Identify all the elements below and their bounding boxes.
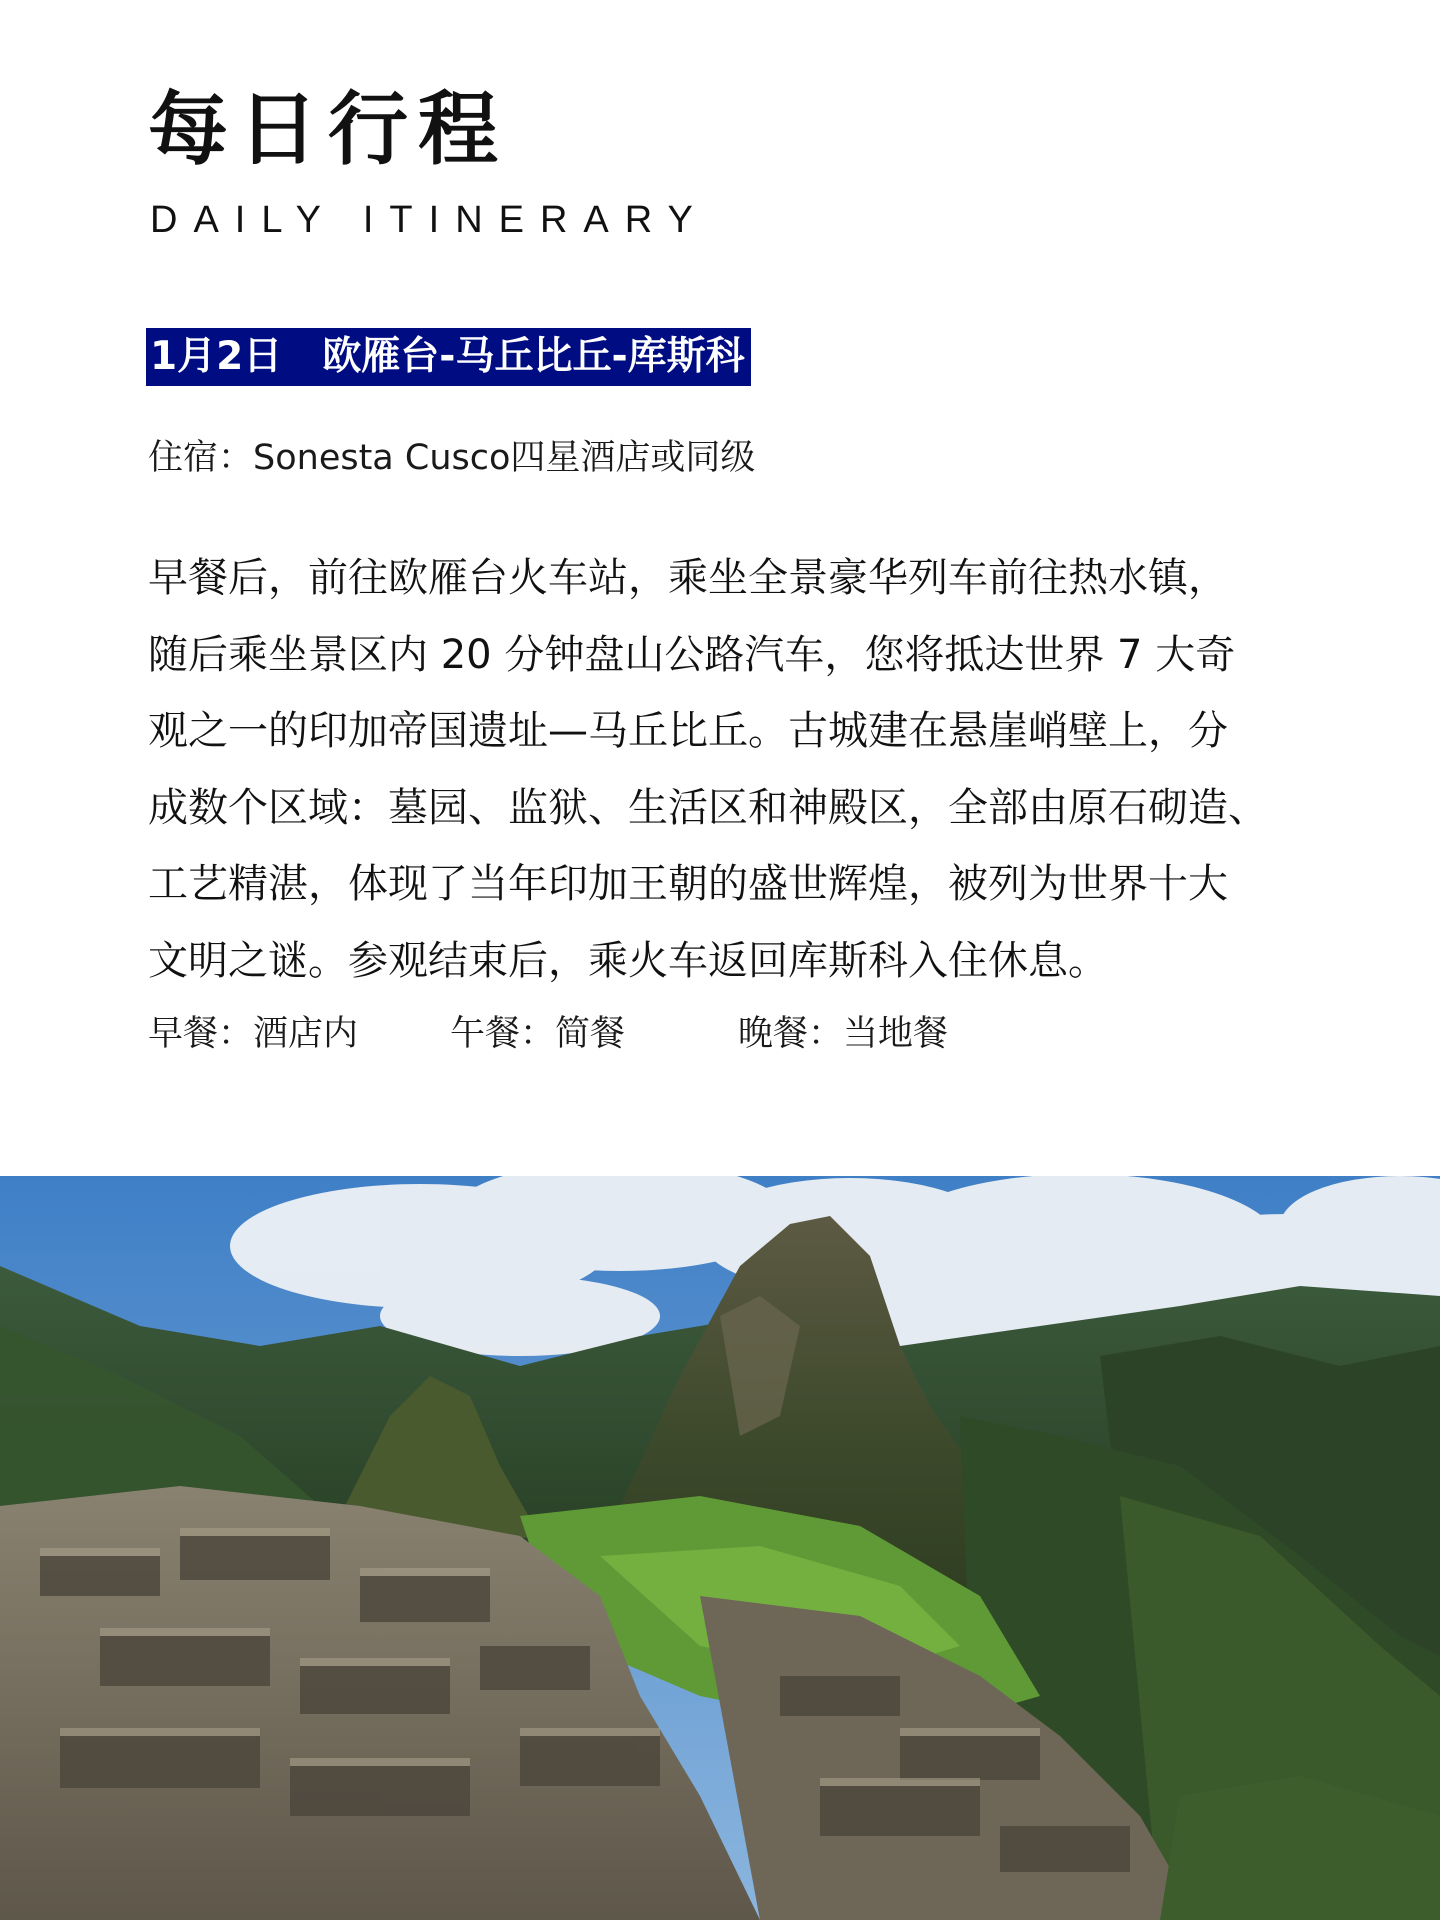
- lodging-info: 住宿：Sonesta Cusco四星酒店或同级: [148, 438, 756, 478]
- itinerary-description: [148, 540, 1338, 999]
- meal-breakfast: 早餐：酒店内: [148, 1014, 359, 1054]
- day-route: 欧雁台-马丘比丘-库斯科: [322, 334, 745, 379]
- description-line: 成数个区域：墓园、监狱、生活区和神殿区，全部由原石砌造、: [148, 784, 1268, 831]
- page-title: 每日行程: [148, 83, 508, 176]
- description-line: 观之一的印加帝国遗址—马丘比丘。古城建在悬崖峭壁上，分: [148, 708, 1228, 754]
- machu-picchu-photo: [0, 1176, 1440, 1920]
- landscape-illustration: [0, 1176, 1440, 1920]
- meal-lunch: 午餐：简餐: [450, 1014, 626, 1054]
- description-line: 工艺精湛，体现了当年印加王朝的盛世辉煌，被列为世界十大: [148, 861, 1228, 907]
- description-line: 文明之谜。参观结束后，乘火车返回库斯科入住休息。: [148, 937, 1108, 984]
- day-date: 1月2日: [150, 334, 283, 379]
- description-line: 早餐后，前往欧雁台火车站，乘坐全景豪华列车前往热水镇，: [148, 555, 1228, 601]
- description-line: 随后乘坐景区内 20 分钟盘山公路汽车，您将抵达世界 7 大奇: [148, 631, 1236, 678]
- page-subtitle: DAILY ITINERARY: [150, 199, 709, 241]
- meals-row: [148, 1006, 948, 1062]
- day-route-badge: [146, 328, 751, 386]
- meal-dinner: 晚餐：当地餐: [738, 1014, 949, 1054]
